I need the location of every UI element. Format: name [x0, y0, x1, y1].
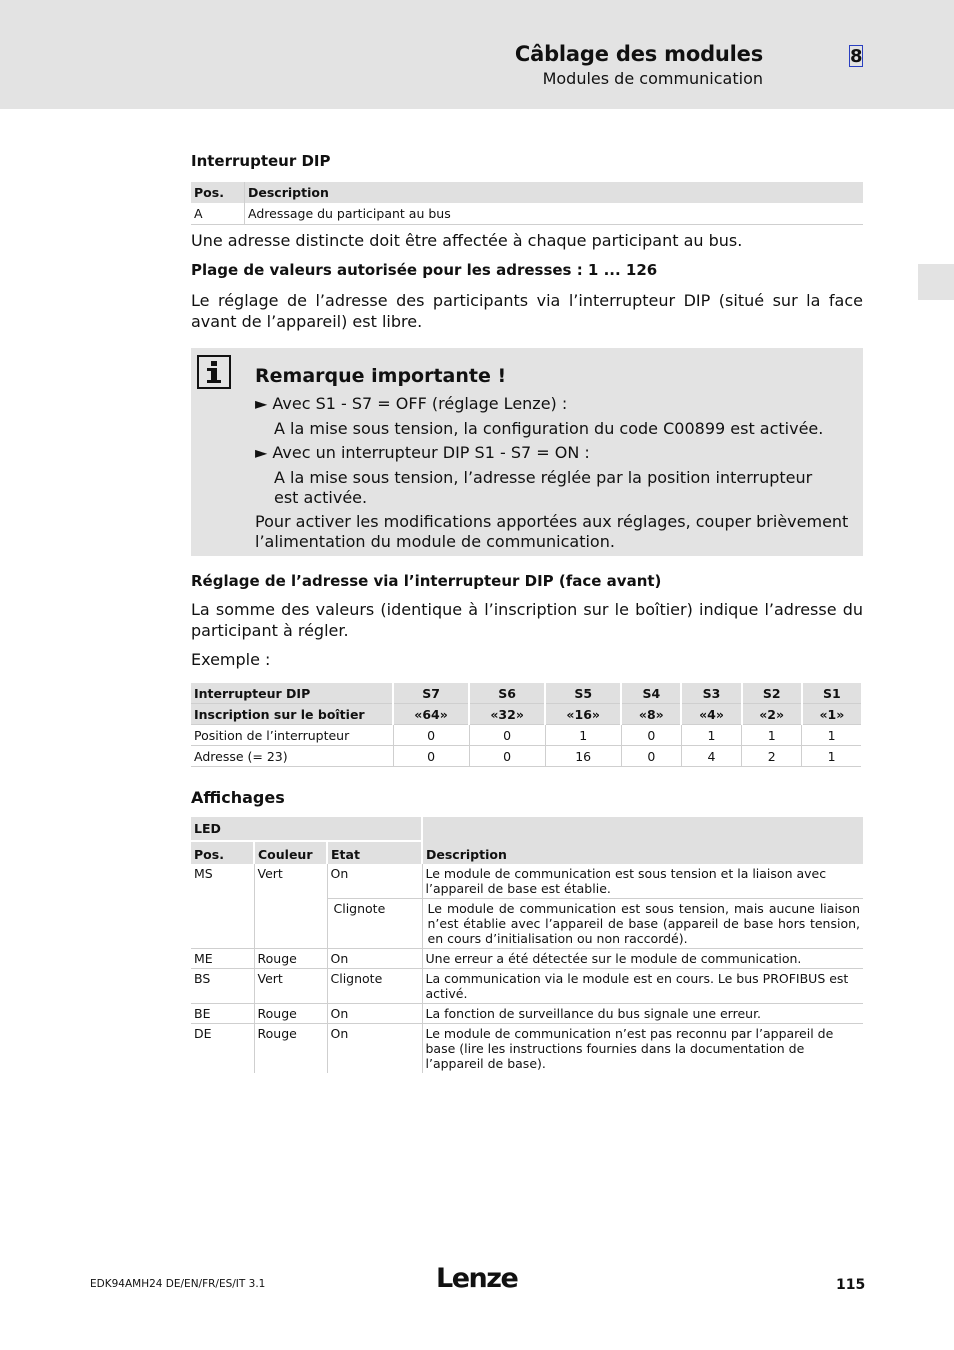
cell-color: Rouge	[254, 949, 327, 969]
table-row	[191, 1004, 863, 1024]
cell-description: La communication via le module est en cours. Le bus PROFIBUS est activé.	[422, 969, 863, 1004]
text-sum-values: La somme des valeurs (identique à l’inscription sur le boîtier) indique l’adresse du participant à régler.	[191, 600, 863, 640]
cell-color: Vert	[254, 864, 327, 899]
cell-pos: A	[191, 203, 245, 225]
info-icon	[197, 355, 231, 389]
table-row	[191, 864, 863, 899]
cell-s6: S6	[469, 683, 545, 704]
cell-value: «4»	[681, 704, 741, 725]
table-row	[191, 725, 862, 746]
note-bullet-2-text: A la mise sous tension, l’adresse réglée par la position interrupteur est activée.	[274, 468, 813, 507]
cell-label: Interrupteur DIP	[191, 683, 393, 704]
col-header-pos: Pos.	[191, 841, 254, 864]
cell-color	[254, 899, 327, 949]
cell-state: Clignote	[327, 899, 422, 949]
cell-value: 0	[621, 725, 681, 746]
cell-state: On	[327, 949, 422, 969]
cell-pos: MS	[191, 864, 254, 899]
led-group-header: LED	[191, 817, 422, 841]
cell-value: «8»	[621, 704, 681, 725]
table-row	[191, 949, 863, 969]
cell-state: On	[327, 1004, 422, 1024]
cell-description: Le module de communication est sous tension et la liaison avec l’appareil de base est établie.	[422, 864, 863, 899]
cell-value: 2	[742, 746, 802, 767]
section-heading-range: Plage de valeurs autorisée pour les adresses : 1 ... 126	[191, 261, 658, 279]
cell-color: Vert	[254, 969, 327, 1004]
cell-s1: S1	[802, 683, 862, 704]
cell-pos: DE	[191, 1024, 254, 1074]
cell-value: 1	[802, 725, 862, 746]
cell-pos: ME	[191, 949, 254, 969]
cell-value: 0	[621, 746, 681, 767]
cell-color: Rouge	[254, 1024, 327, 1074]
cell-pos: BS	[191, 969, 254, 1004]
page-subtitle: Modules de communication	[542, 69, 763, 88]
table-row	[191, 899, 863, 949]
cell-s4: S4	[621, 683, 681, 704]
cell-s3: S3	[681, 683, 741, 704]
cell-label: Adresse (= 23)	[191, 746, 393, 767]
cell-value: 1	[802, 746, 862, 767]
cell-color: Rouge	[254, 1004, 327, 1024]
cell-description: Une erreur a été détectée sur le module de communication.	[422, 949, 863, 969]
col-header-state: Etat	[327, 841, 422, 864]
section-heading-dip: Interrupteur DIP	[191, 152, 331, 170]
note-bullet-1: ► Avec S1 - S7 = OFF (réglage Lenze) :	[255, 394, 568, 413]
note-footer: Pour activer les modifications apportées aux réglages, couper brièvement l’alimentation du module de communication.	[255, 512, 849, 551]
note-bullet-1-text: A la mise sous tension, la configuration du code C00899 est activée.	[274, 419, 824, 438]
note-bullet-2: ► Avec un interrupteur DIP S1 - S7 = ON :	[255, 443, 590, 462]
important-note	[191, 348, 863, 556]
cell-description: Le module de communication n’est pas reconnu par l’appareil de base (lire les instructions fournies dans la documentation de l’appareil de base).	[425, 1026, 834, 1071]
cell-pos: BE	[191, 1004, 254, 1024]
table-row	[191, 683, 862, 704]
cell-s2: S2	[742, 683, 802, 704]
page-number: 115	[836, 1277, 866, 1293]
led-table	[191, 817, 863, 1073]
col-header-description: Description	[245, 182, 864, 203]
cell-value: 0	[393, 746, 469, 767]
text-distinct-address: Une adresse distincte doit être affectée à chaque participant au bus.	[191, 231, 743, 250]
cell-label: Position de l’interrupteur	[191, 725, 393, 746]
cell-value: «64»	[393, 704, 469, 725]
table-row	[191, 746, 862, 767]
side-tab	[918, 264, 954, 300]
cell-s5: S5	[545, 683, 621, 704]
cell-description: La fonction de surveillance du bus signale une erreur.	[422, 1004, 863, 1024]
section-heading-displays: Affichages	[191, 788, 285, 807]
text-example: Exemple :	[191, 650, 271, 669]
header-band	[0, 0, 954, 109]
cell-value: 1	[545, 725, 621, 746]
cell-description: Adressage du participant au bus	[245, 203, 864, 225]
lenze-logo: Lenze	[436, 1263, 518, 1294]
cell-value: 4	[681, 746, 741, 767]
cell-label: Inscription sur le boîtier	[191, 704, 393, 725]
cell-value: 16	[545, 746, 621, 767]
col-header-color: Couleur	[254, 841, 327, 864]
cell-value: 0	[469, 746, 545, 767]
cell-value: 1	[681, 725, 741, 746]
cell-description: Le module de communication est sous tension, mais aucune liaison n’est établie avec l’appareil de base (appareil de base hors tension, en cours d’initialisation ou non raccordé).	[422, 899, 863, 949]
table-row	[191, 203, 863, 225]
col-header-description: Description	[422, 817, 863, 864]
page-title: Câblage des modules	[514, 42, 763, 66]
footer-doc-id: EDK94AMH24 DE/EN/FR/ES/IT 3.1	[90, 1278, 266, 1290]
dip-example-table	[191, 683, 863, 767]
table-row	[191, 969, 863, 1004]
cell-s7: S7	[393, 683, 469, 704]
cell-value: «2»	[742, 704, 802, 725]
chapter-number[interactable]: 8	[850, 46, 863, 67]
cell-value: 0	[393, 725, 469, 746]
cell-state: Clignote	[327, 969, 422, 1004]
note-title: Remarque importante !	[255, 365, 507, 387]
cell-value: «32»	[469, 704, 545, 725]
cell-value: «16»	[545, 704, 621, 725]
cell-value: 0	[469, 725, 545, 746]
col-header-pos: Pos.	[191, 182, 245, 203]
table-row	[191, 704, 862, 725]
cell-state: On	[327, 864, 422, 899]
text-address-setting: Le réglage de l’adresse des participants via l’interrupteur DIP (situé sur la face avant de l’appareil) est libre.	[191, 291, 863, 331]
cell-pos	[191, 899, 254, 949]
cell-value: «1»	[802, 704, 862, 725]
cell-state: On	[327, 1024, 422, 1074]
table-row	[191, 1024, 863, 1074]
dip-pos-table	[191, 182, 863, 225]
section-heading-address: Réglage de l’adresse via l’interrupteur DIP (face avant)	[191, 572, 662, 590]
cell-value: 1	[742, 725, 802, 746]
